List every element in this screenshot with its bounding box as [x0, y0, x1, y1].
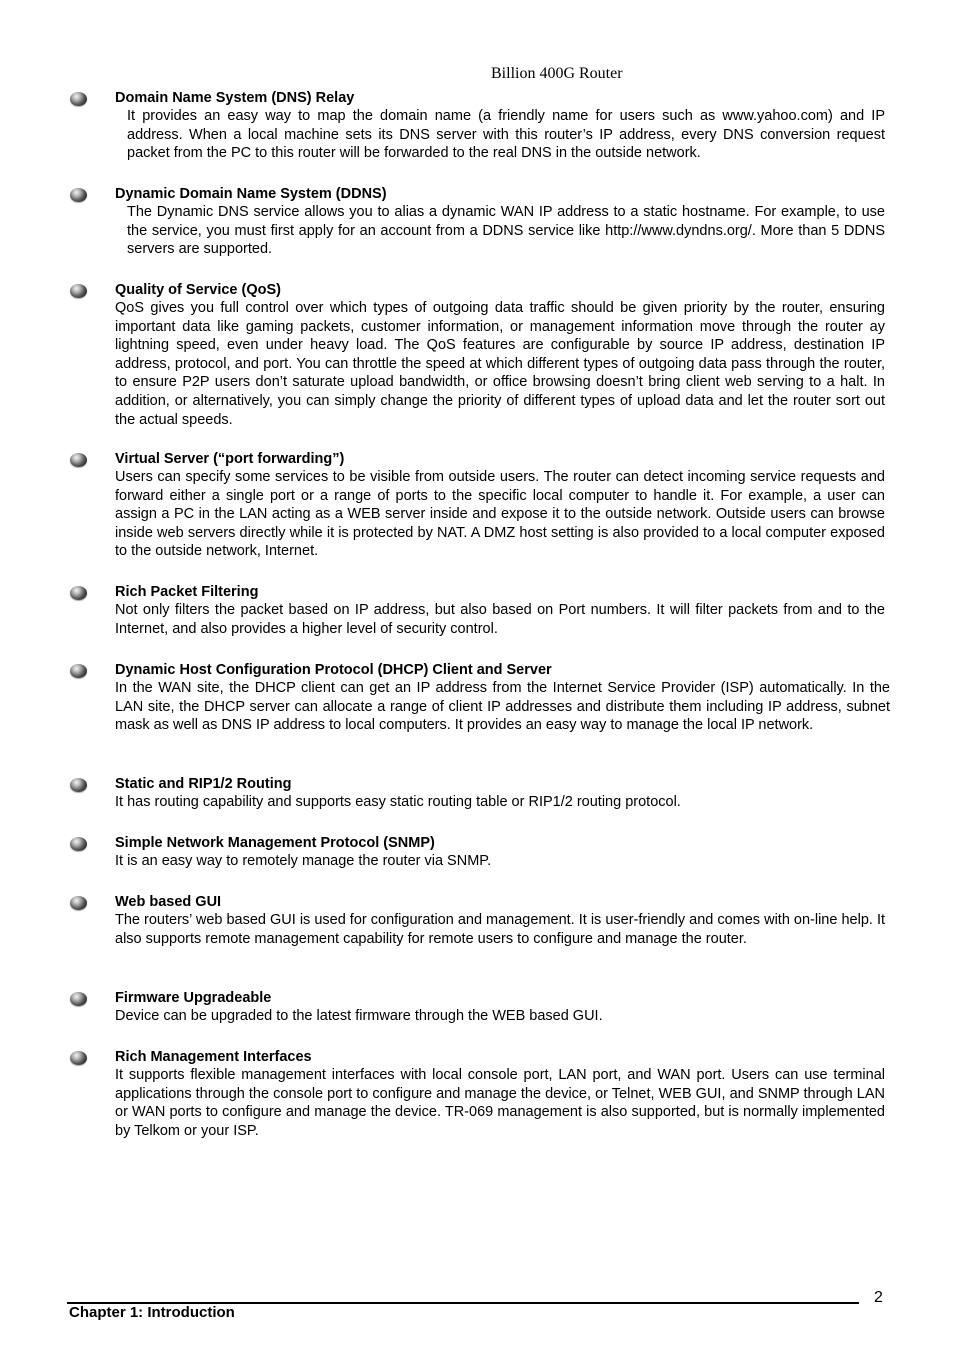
feature-title: Rich Management Interfaces — [115, 1049, 312, 1065]
bullet-icon — [70, 453, 87, 467]
feature-description: The routers’ web based GUI is used for configuration and management. It is user-friendly and comes with on-line help. It also supports remote management capability for remote users to configure and manage the router. — [115, 912, 885, 947]
bullet-icon — [70, 92, 87, 106]
footer-chapter-title: Chapter 1: Introduction — [69, 1304, 235, 1321]
feature-title: Rich Packet Filtering — [115, 584, 259, 600]
bullet-icon — [70, 586, 87, 600]
bullet-icon — [70, 896, 87, 910]
feature-description: Device can be upgraded to the latest firmware through the WEB based GUI. — [115, 1008, 603, 1024]
feature-title: Quality of Service (QoS) — [115, 282, 281, 298]
feature-title: Domain Name System (DNS) Relay — [115, 90, 355, 106]
page-header-title: Billion 400G Router — [491, 65, 623, 82]
feature-title: Dynamic Host Configuration Protocol (DHCP) Client and Server — [115, 662, 552, 678]
bullet-icon — [70, 188, 87, 202]
bullet-icon — [70, 837, 87, 851]
bullet-icon — [70, 664, 87, 678]
feature-description: In the WAN site, the DHCP client can get an IP address from the Internet Service Provider (ISP) automatically. In the LAN site, the DHCP server can allocate a range of client IP addresses and distribute them including IP address, subnet mask as well as DNS IP address to local computers. It provides an easy way to manage the local IP network. — [115, 680, 890, 734]
feature-description: The Dynamic DNS service allows you to alias a dynamic WAN IP address to a static hostname. For example, to use the service, you must first apply for an account from a DDNS service like http://www.dyndns.org/. More than 5 DDNS servers are supported. — [127, 204, 885, 258]
feature-description: It is an easy way to remotely manage the router via SNMP. — [115, 853, 492, 869]
feature-description: It provides an easy way to map the domain name (a friendly name for users such as www.yahoo.com) and IP address. When a local machine sets its DNS server with this router’s IP address, every DNS conversion request packet from the PC to this router will be forwarded to the real DNS in the outside network. — [127, 108, 885, 162]
page-number: 2 — [874, 1289, 883, 1306]
feature-title: Dynamic Domain Name System (DDNS) — [115, 186, 387, 202]
feature-title: Simple Network Management Protocol (SNMP) — [115, 835, 435, 851]
feature-title: Web based GUI — [115, 894, 222, 910]
bullet-icon — [70, 778, 87, 792]
feature-description: It supports flexible management interfaces with local console port, LAN port, and WAN port. Users can use terminal applications through the console port to configure and manage the device, or Telnet, WEB GUI, and SNMP through LAN or WAN ports to configure and manage the device. TR-069 management is also supported, but is normally implemented by Telkom or your ISP. — [115, 1067, 885, 1139]
feature-title: Firmware Upgradeable — [115, 990, 272, 1006]
feature-title: Static and RIP1/2 Routing — [115, 776, 292, 792]
bullet-icon — [70, 992, 87, 1006]
bullet-icon — [70, 1051, 87, 1065]
feature-description: Users can specify some services to be visible from outside users. The router can detect incoming service requests and forward either a single port or a range of ports to the specific local computer to handle it. For example, a user can assign a PC in the LAN acting as a WEB server inside and expose it to the outside network. Outside users can browse inside web servers directly while it is protected by NAT. A DMZ host setting is also provided to a local computer exposed to the outside network, Internet. — [115, 469, 885, 560]
feature-description: Not only filters the packet based on IP address, but also based on Port numbers. It will filter packets from and to the Internet, and also provides a higher level of security control. — [115, 602, 885, 637]
bullet-icon — [70, 284, 87, 298]
feature-description: QoS gives you full control over which types of outgoing data traffic should be given priority by the router, ensuring important data like gaming packets, customer information, or management information move through the router ay lightning speed, even under heavy load. The QoS features are configurable by source IP address, destination IP address, protocol, and port. You can throttle the speed at which different types of outgoing data pass through the router, to ensure P2P users don’t saturate upload bandwidth, or office browsing doesn’t bring client web serving to a halt. In addition, or alternatively, you can simply change the priority of different types of upload data and let the router sort out the actual speeds. — [115, 300, 885, 428]
feature-description: It has routing capability and supports easy static routing table or RIP1/2 routing protocol. — [115, 794, 681, 810]
feature-title: Virtual Server (“port forwarding”) — [115, 451, 345, 467]
